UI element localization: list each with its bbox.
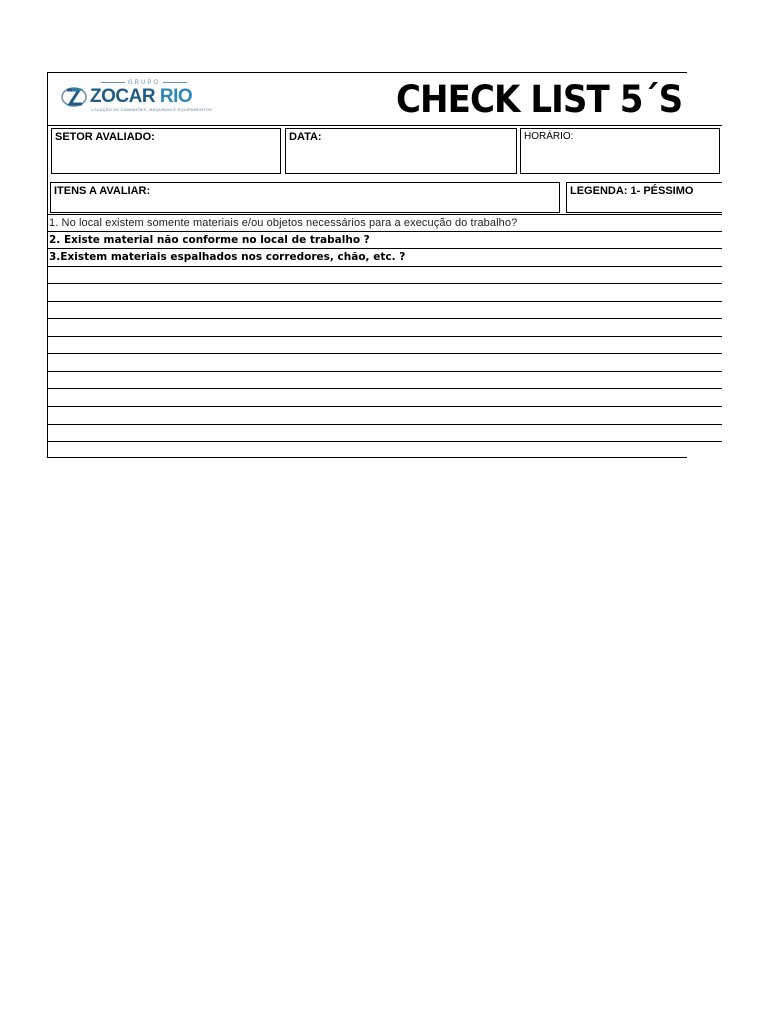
field-setor-avaliado[interactable] [51, 128, 281, 174]
list-item[interactable] [48, 389, 722, 407]
page-title: CHECK LIST 5´S [396, 78, 683, 121]
list-item[interactable] [48, 302, 722, 320]
field-itens-avaliar [50, 182, 560, 213]
field-data-label: DATA: [289, 131, 322, 143]
logo-mark-icon [61, 82, 89, 110]
field-legenda-label: LEGENDA: 1- PÉSSIMO [570, 185, 694, 197]
list-item[interactable]: 2. Existe material não conforme no local de trabalho ? [48, 232, 722, 250]
field-horario[interactable] [520, 128, 720, 174]
list-item[interactable] [48, 284, 722, 302]
checklist-items [48, 214, 722, 460]
list-item[interactable] [48, 354, 722, 372]
field-itens-label: ITENS A AVALIAR: [54, 185, 151, 197]
logo-name: ZOCAR RIO [90, 86, 193, 107]
list-item[interactable]: 1. No local existem somente materiais e/ou objetos necessários para a execução do trabalho? [48, 214, 722, 232]
list-item[interactable]: 3.Existem materiais espalhados nos corredores, chão, etc. ? [48, 249, 722, 267]
list-item[interactable] [48, 267, 722, 285]
list-item[interactable] [48, 425, 722, 443]
field-data[interactable] [285, 128, 517, 174]
field-setor-label: SETOR AVALIADO: [55, 131, 155, 143]
list-item[interactable] [48, 337, 722, 355]
field-legenda [566, 182, 722, 213]
zocar-rio-logo [61, 78, 212, 114]
logo-group-label: GRUPO [91, 80, 197, 86]
list-item[interactable] [48, 407, 722, 425]
logo-tagline: LOCAÇÃO DE CAMINHÕES, MÁQUINAS E EQUIPAMENTOS [91, 107, 212, 112]
list-item[interactable] [48, 372, 722, 390]
list-item[interactable] [48, 442, 722, 460]
list-item[interactable] [48, 319, 722, 337]
field-horario-label: HORÁRIO: [524, 131, 574, 142]
